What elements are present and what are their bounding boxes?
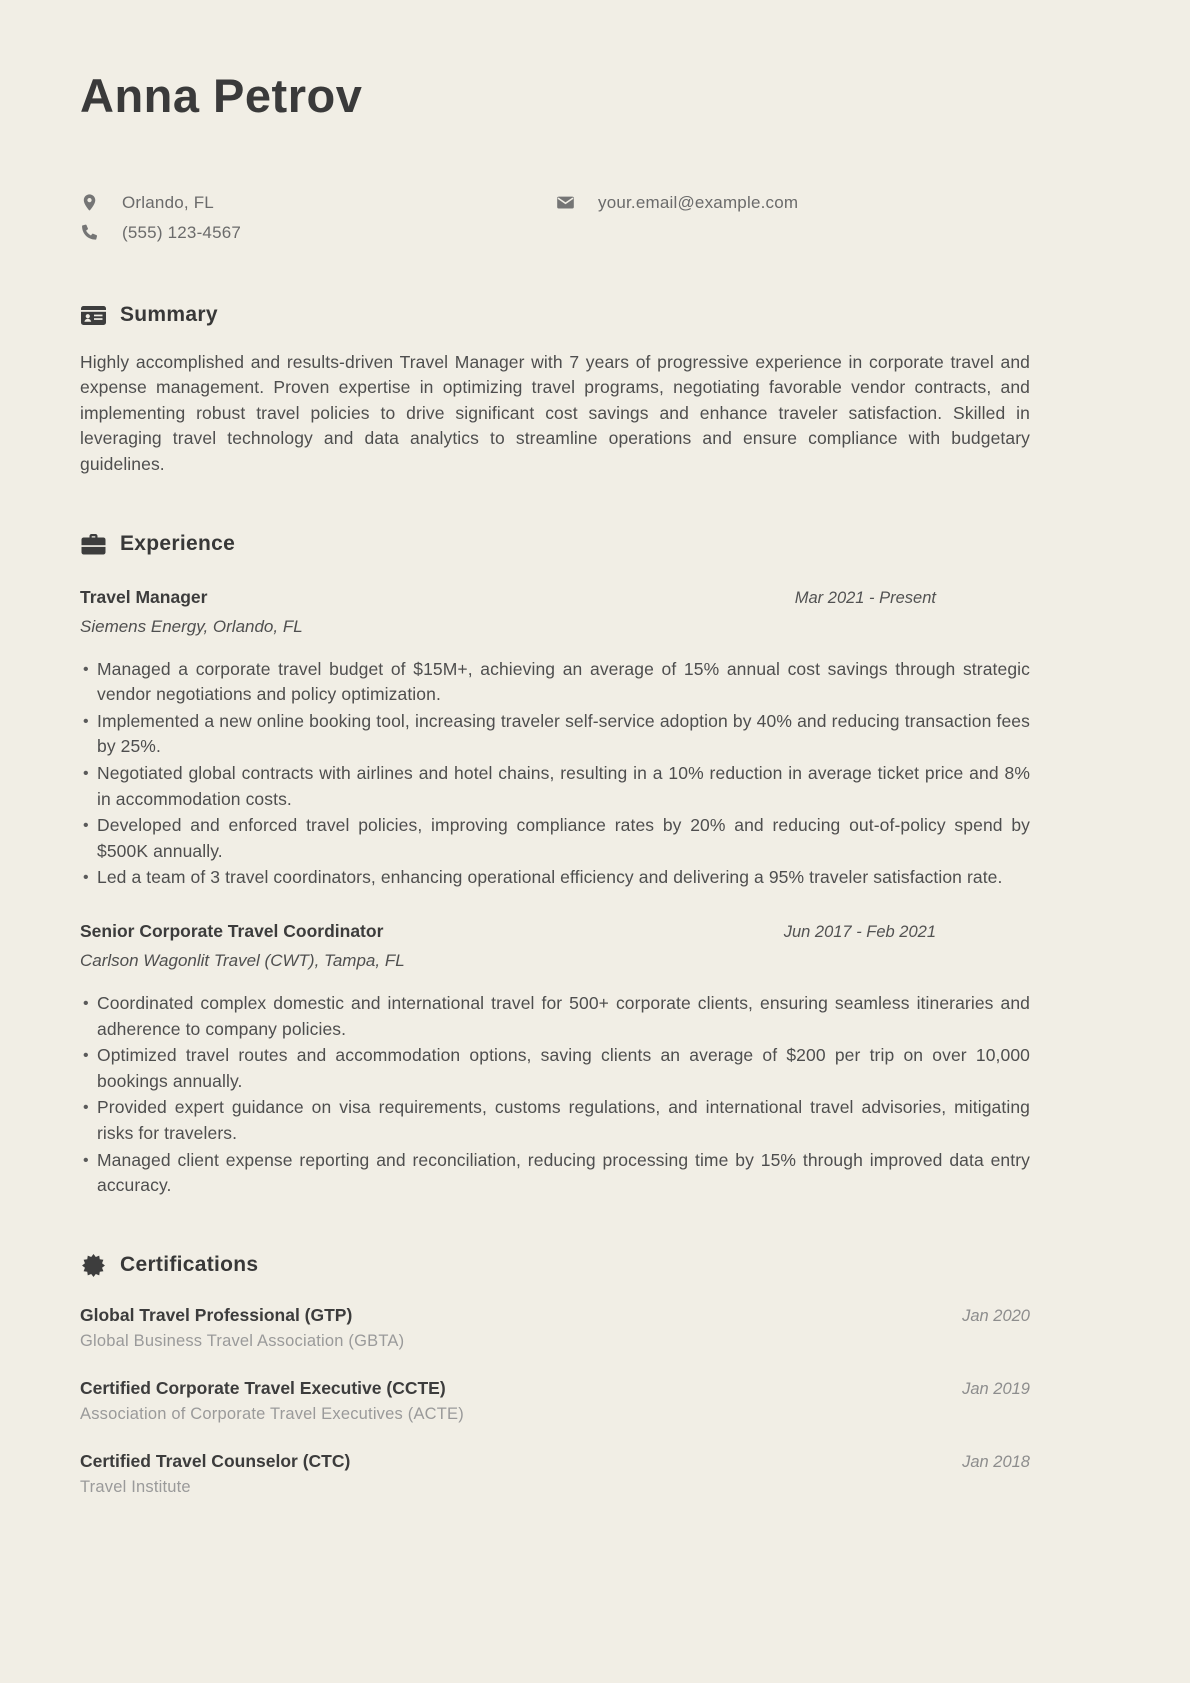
job-entry-senior-coordinator <box>80 921 1030 1199</box>
certification-issuer: Association of Corporate Travel Executives (ACTE) <box>80 1404 464 1423</box>
certification-name: Certified Corporate Travel Executive (CCTE) <box>80 1377 446 1398</box>
job-title: Senior Corporate Travel Coordinator <box>80 920 384 941</box>
certifications-title: Certifications <box>120 1253 259 1277</box>
job-bullet: • Negotiated global contracts with airlines and hotel chains, resulting in a 10% reduction in average ticket price and 8% in accommodation costs. <box>80 761 1030 812</box>
contact-column-right <box>556 189 798 249</box>
job-header <box>80 921 1030 942</box>
summary-section <box>80 303 1030 478</box>
job-bullet-list <box>80 991 1030 1199</box>
email-icon <box>556 193 575 212</box>
job-bullet: • Managed a corporate travel budget of $15M+, achieving an average of 15% annual cost savings through strategic vendor negotiations and policy optimization. <box>80 657 1030 708</box>
certification-date: Jan 2020 <box>962 1306 1030 1325</box>
job-bullet: • Provided expert guidance on visa requirements, customs regulations, and international travel advisories, mitigating risks for travelers. <box>80 1095 1030 1146</box>
job-header <box>80 587 1030 608</box>
experience-heading <box>80 532 1030 557</box>
location-text: Orlando, FL <box>122 192 214 212</box>
job-bullet: • Implemented a new online booking tool, increasing traveler self-service adoption by 40% and reducing transaction fees by 25%. <box>80 709 1030 760</box>
certificate-seal-icon <box>80 1253 107 1278</box>
summary-heading <box>80 303 1030 328</box>
certification-date: Jan 2018 <box>962 1452 1030 1471</box>
phone-text: (555) 123-4567 <box>122 222 242 242</box>
certification-header <box>80 1451 1030 1472</box>
location-icon <box>80 193 99 212</box>
job-company: Siemens Energy, Orlando, FL <box>80 616 303 636</box>
job-bullet: • Optimized travel routes and accommodation options, saving clients an average of $200 per trip on over 10,000 bookings annually. <box>80 1043 1030 1094</box>
certification-name: Global Travel Professional (GTP) <box>80 1304 353 1325</box>
phone-icon <box>80 223 99 242</box>
summary-title: Summary <box>120 303 218 327</box>
job-company: Carlson Wagonlit Travel (CWT), Tampa, FL <box>80 950 405 970</box>
job-title: Travel Manager <box>80 586 208 607</box>
experience-section <box>80 532 1030 1199</box>
contact-info <box>80 189 1030 249</box>
certification-entry-ccte <box>80 1378 1030 1424</box>
contact-location <box>80 189 556 217</box>
certifications-heading <box>80 1253 1030 1278</box>
summary-text: Highly accomplished and results-driven Travel Manager with 7 years of progressive experience in corporate travel and expense management. Proven expertise in optimizing travel programs, negotiating favorable vendor contracts, and implementing robust travel policies to drive significant cost savings and enhance traveler satisfaction. Skilled in leveraging travel technology and data analytics to streamline operations and ensure compliance with budgetary guidelines. <box>80 351 1030 474</box>
contact-email <box>556 189 798 217</box>
page-title: Anna Petrov <box>80 69 363 122</box>
certification-name: Certified Travel Counselor (CTC) <box>80 1450 351 1471</box>
certification-entry-gtp <box>80 1305 1030 1351</box>
certification-entry-ctc <box>80 1451 1030 1497</box>
certification-issuer: Travel Institute <box>80 1477 191 1496</box>
experience-title: Experience <box>120 532 236 556</box>
certification-issuer: Global Business Travel Association (GBTA) <box>80 1331 405 1350</box>
briefcase-icon <box>80 532 107 557</box>
certification-header <box>80 1305 1030 1326</box>
contact-column-left <box>80 189 556 249</box>
job-bullet: • Developed and enforced travel policies, improving compliance rates by 20% and reducing out-of-policy spend by $500K annually. <box>80 813 1030 864</box>
job-bullet: • Led a team of 3 travel coordinators, enhancing operational efficiency and delivering a 95% traveler satisfaction rate. <box>80 865 1030 891</box>
certification-date: Jan 2019 <box>962 1379 1030 1398</box>
certifications-section <box>80 1253 1030 1497</box>
job-bullet-list <box>80 657 1030 891</box>
job-bullet: • Coordinated complex domestic and international travel for 500+ corporate clients, ensuring seamless itineraries and adherence to company policies. <box>80 991 1030 1042</box>
job-entry-travel-manager <box>80 587 1030 891</box>
id-card-icon <box>80 303 107 328</box>
email-text: your.email@example.com <box>598 192 799 212</box>
job-bullet: • Managed client expense reporting and reconciliation, reducing processing time by 15% through improved data entry accuracy. <box>80 1148 1030 1199</box>
certification-header <box>80 1378 1030 1399</box>
contact-phone <box>80 219 556 247</box>
job-dates: Jun 2017 - Feb 2021 <box>783 922 936 941</box>
job-dates: Mar 2021 - Present <box>794 588 936 607</box>
